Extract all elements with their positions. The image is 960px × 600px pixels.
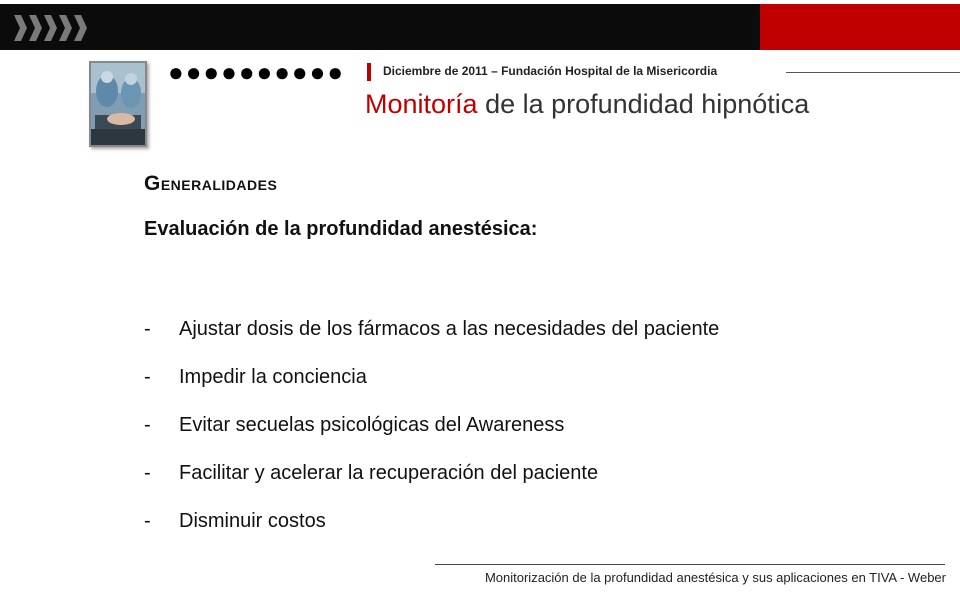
- decorative-dots: ●●●●●●●●●●: [168, 57, 346, 87]
- section-heading: [144, 172, 277, 196]
- footer-text: Monitorización de la profundidad anestésica y sus aplicaciones en TIVA - Weber: [484, 570, 946, 585]
- chevron-right-icon: [14, 15, 98, 41]
- bullet-text: Impedir la conciencia: [179, 366, 367, 388]
- date-marker: [367, 63, 371, 81]
- bullet-text: Evitar secuelas psicológicas del Awareness: [179, 414, 565, 436]
- bullet-text: Ajustar dosis de los fármacos a las necesidades del paciente: [179, 318, 720, 340]
- bullet-dash: -: [144, 414, 151, 436]
- footer-rule: [435, 564, 945, 565]
- bullet-dash: -: [144, 366, 151, 388]
- bullet-dash: -: [144, 462, 151, 484]
- slide-title: [365, 86, 809, 122]
- title-rest: de la profundidad hipnótica: [477, 89, 810, 119]
- date-line: Diciembre de 2011 – Fundación Hospital de la Misericordia: [383, 64, 718, 78]
- top-banner: [0, 4, 960, 50]
- header-rule: [786, 72, 960, 73]
- bullet-text: Facilitar y acelerar la recuperación del paciente: [179, 462, 599, 484]
- bullet-dash: -: [144, 510, 151, 532]
- bullet-text: Disminuir costos: [179, 510, 326, 532]
- title-accent: Monitoría: [365, 89, 478, 119]
- bullet-dash: -: [144, 318, 151, 340]
- subtitle: Evaluación de la profundidad anestésica:: [144, 218, 538, 240]
- section-first-letter: G: [144, 172, 161, 195]
- top-banner-black: [0, 4, 760, 50]
- top-banner-red: [760, 4, 960, 50]
- surgery-photo: [89, 61, 147, 147]
- section-rest: ENERALIDADES: [160, 177, 278, 193]
